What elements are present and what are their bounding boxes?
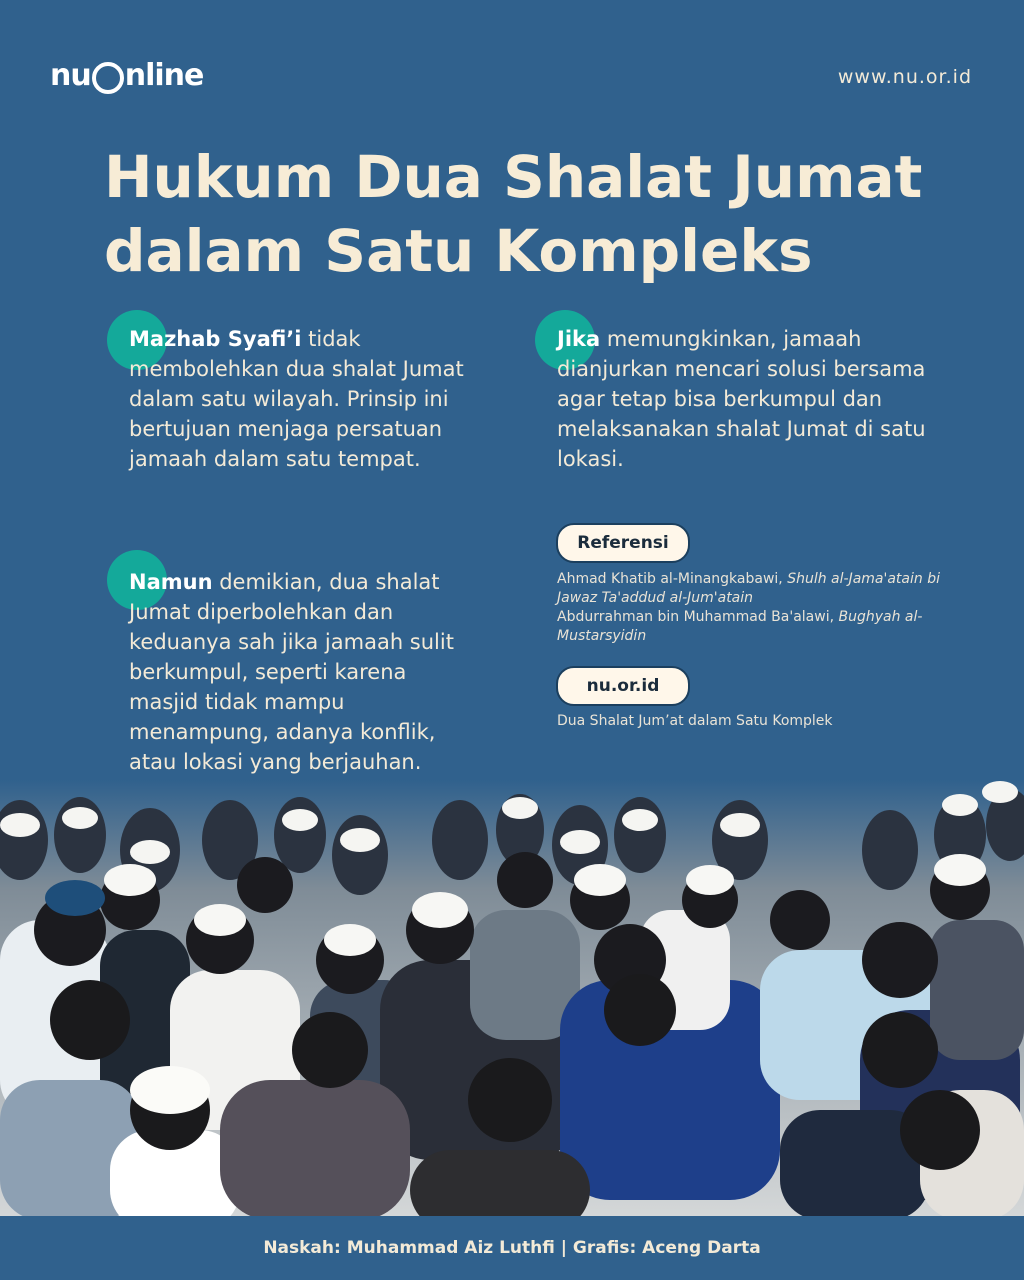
reference-author: Ahmad Khatib al-Minangkabawi, xyxy=(557,571,788,587)
point-lead: Namun xyxy=(129,570,213,594)
point-text: memungkinkan, jamaah dianjurkan mencari solusi bersama agar tetap bisa berkumpul dan melaksanakan shalat Jumat di satu lokasi. xyxy=(557,327,926,471)
point-lead: Jika xyxy=(557,327,601,351)
crowd-photo xyxy=(0,780,1024,1216)
point-namun xyxy=(129,567,469,777)
reference-work: Bughyah al-Mustarsyidin xyxy=(557,609,923,644)
references-list xyxy=(557,570,957,646)
references-badge: Referensi xyxy=(556,523,690,563)
nuonline-logo: nu nline xyxy=(50,58,204,93)
site-url: www.nu.or.id xyxy=(837,66,972,88)
point-mazhab xyxy=(129,324,469,474)
reference-work: Shulh al-Jama'atain bi Jawaz Ta'addud al-Jum'atain xyxy=(557,571,940,606)
page-title: Hukum Dua Shalat Jumat dalam Satu Kompleks xyxy=(104,143,923,285)
reference-author: Abdurrahman bin Muhammad Ba'alawi, xyxy=(557,609,839,625)
point-jika xyxy=(557,324,927,474)
point-lead: Mazhab Syafi’i xyxy=(129,327,302,351)
point-text: demikian, dua shalat Jumat diperbolehkan dan keduanya sah jika jamaah sulit berkumpul, seperti karena masjid tidak mampu menampung, adanya konflik, atau lokasi yang berjauhan. xyxy=(129,570,454,774)
source-badge: nu.or.id xyxy=(556,666,690,706)
credits-footer: Naskah: Muhammad Aiz Luthfi | Grafis: Aceng Darta xyxy=(0,1216,1024,1280)
point-text: tidak membolehkan dua shalat Jumat dalam satu wilayah. Prinsip ini bertujuan menjaga persatuan jamaah dalam satu tempat. xyxy=(129,327,464,471)
source-text: Dua Shalat Jum’at dalam Satu Komplek xyxy=(557,713,833,729)
